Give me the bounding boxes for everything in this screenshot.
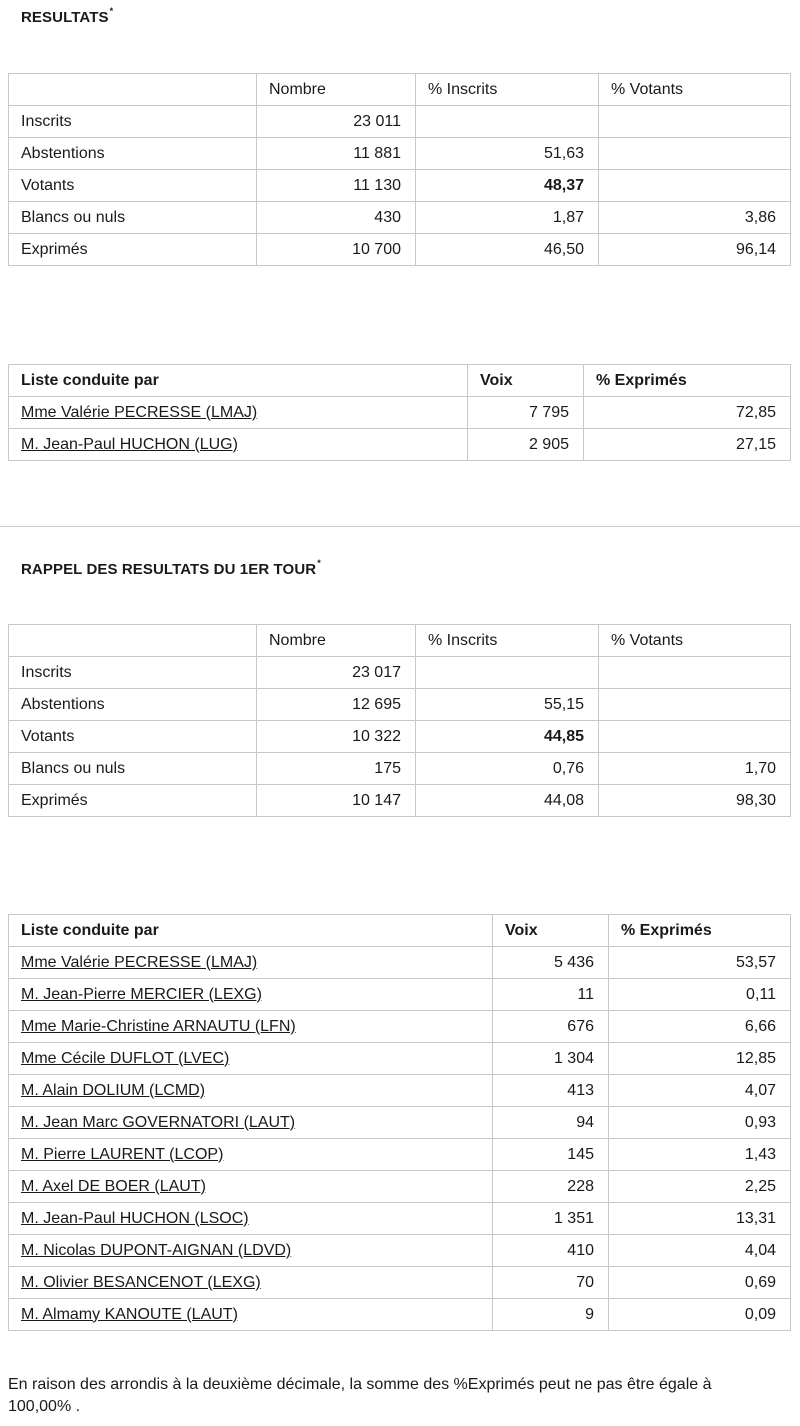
first-round-stats-nombre: 10 322 [257, 721, 416, 753]
candidate-link[interactable]: M. Jean-Paul HUCHON (LSOC) [21, 1209, 249, 1227]
table-row [9, 170, 791, 202]
first-round-lists-pct-exprimes: 6,66 [609, 1011, 791, 1043]
table-row [9, 1107, 791, 1139]
first-round-lists-candidate-cell [9, 1075, 493, 1107]
candidate-link[interactable]: Mme Valérie PECRESSE (LMAJ) [21, 403, 258, 421]
first-round-lists-voix: 676 [493, 1011, 609, 1043]
results-title-text: RESULTATS [21, 9, 109, 26]
first-round-stats-nombre: 10 147 [257, 785, 416, 817]
first-round-stats-header-3: % Votants [599, 625, 791, 657]
table-row [9, 397, 791, 429]
first-round-title-text: RAPPEL DES RESULTATS DU 1ER TOUR [21, 561, 317, 578]
results-title [21, 6, 114, 26]
table-row [9, 138, 791, 170]
table-row [9, 1171, 791, 1203]
results-lists-voix: 7 795 [468, 397, 584, 429]
first-round-lists-pct-exprimes: 0,11 [609, 979, 791, 1011]
results-lists-candidate-cell [9, 429, 468, 461]
first-round-lists-candidate-cell [9, 1011, 493, 1043]
first-round-lists-header-1: Voix [493, 915, 609, 947]
results-stats-pct-inscrits: 1,87 [416, 202, 599, 234]
first-round-stats-row-label: Exprimés [9, 785, 257, 817]
results-lists-header-0: Liste conduite par [9, 365, 468, 397]
results-stats-pct-votants: 3,86 [599, 202, 791, 234]
first-round-lists-candidate-cell [9, 1107, 493, 1139]
first-round-lists-voix: 228 [493, 1171, 609, 1203]
first-round-lists-voix: 1 304 [493, 1043, 609, 1075]
candidate-link[interactable]: M. Axel DE BOER (LAUT) [21, 1177, 206, 1195]
candidate-link[interactable]: M. Nicolas DUPONT-AIGNAN (LDVD) [21, 1241, 292, 1259]
first-round-lists-voix: 5 436 [493, 947, 609, 979]
candidate-link[interactable]: M. Jean-Paul HUCHON (LUG) [21, 435, 238, 453]
first-round-stats-pct-inscrits: 44,08 [416, 785, 599, 817]
candidate-link[interactable]: M. Almamy KANOUTE (LAUT) [21, 1305, 238, 1323]
candidate-link[interactable]: M. Pierre LAURENT (LCOP) [21, 1145, 224, 1163]
table-row [9, 979, 791, 1011]
first-round-stats-row-label: Votants [9, 721, 257, 753]
candidate-link[interactable]: M. Jean-Pierre MERCIER (LEXG) [21, 985, 262, 1003]
results-stats-row-label: Exprimés [9, 234, 257, 266]
first-round-lists-candidate-cell [9, 1299, 493, 1331]
results-stats-nombre: 430 [257, 202, 416, 234]
table-row [9, 1203, 791, 1235]
first-round-stats-row-label: Blancs ou nuls [9, 753, 257, 785]
first-round-lists-pct-exprimes: 4,04 [609, 1235, 791, 1267]
candidate-link[interactable]: M. Olivier BESANCENOT (LEXG) [21, 1273, 261, 1291]
first-round-lists-pct-exprimes: 13,31 [609, 1203, 791, 1235]
first-round-lists-pct-exprimes: 0,69 [609, 1267, 791, 1299]
first-round-stats-header-0 [9, 625, 257, 657]
table-row [9, 1043, 791, 1075]
first-round-stats-nombre: 23 017 [257, 657, 416, 689]
table-row [9, 721, 791, 753]
first-round-lists-pct-exprimes: 0,93 [609, 1107, 791, 1139]
first-round-lists-pct-exprimes: 12,85 [609, 1043, 791, 1075]
first-round-stats-pct-votants: 1,70 [599, 753, 791, 785]
candidate-link[interactable]: Mme Valérie PECRESSE (LMAJ) [21, 953, 258, 971]
candidate-link[interactable]: M. Alain DOLIUM (LCMD) [21, 1081, 206, 1099]
first-round-stats-nombre: 12 695 [257, 689, 416, 721]
first-round-stats-pct-votants: 98,30 [599, 785, 791, 817]
section-divider [0, 526, 800, 527]
first-round-stats-pct-votants [599, 689, 791, 721]
table-row [9, 234, 791, 266]
results-stats-pct-votants [599, 170, 791, 202]
first-round-lists-voix: 410 [493, 1235, 609, 1267]
table-row [9, 689, 791, 721]
candidate-link[interactable]: M. Jean Marc GOVERNATORI (LAUT) [21, 1113, 296, 1131]
table-row [9, 429, 791, 461]
first-round-stats-pct-votants [599, 721, 791, 753]
first-round-stats-header-row [9, 625, 791, 657]
results-stats-nombre: 10 700 [257, 234, 416, 266]
footnote: En raison des arrondis à la deuxième décimale, la somme des %Exprimés peut ne pas être égale à 100,00% . [8, 1376, 712, 1415]
candidate-link[interactable]: Mme Marie-Christine ARNAUTU (LFN) [21, 1017, 296, 1035]
results-lists-pct-exprimes: 72,85 [584, 397, 791, 429]
first-round-lists-header-row [9, 915, 791, 947]
first-round-lists-candidate-cell [9, 1267, 493, 1299]
first-round-stats-row-label: Inscrits [9, 657, 257, 689]
results-stats-row-label: Abstentions [9, 138, 257, 170]
table-row [9, 785, 791, 817]
results-lists-header-2: % Exprimés [584, 365, 791, 397]
table-row [9, 1235, 791, 1267]
first-round-lists-voix: 145 [493, 1139, 609, 1171]
first-round-lists-pct-exprimes: 1,43 [609, 1139, 791, 1171]
results-lists-candidate-cell [9, 397, 468, 429]
table-row [9, 753, 791, 785]
first-round-lists-voix: 413 [493, 1075, 609, 1107]
first-round-lists-candidate-cell [9, 1139, 493, 1171]
results-stats-header-1: Nombre [257, 74, 416, 106]
first-round-stats-pct-votants [599, 657, 791, 689]
first-round-stats-nombre: 175 [257, 753, 416, 785]
results-stats-header-0 [9, 74, 257, 106]
first-round-lists-table [8, 914, 791, 1331]
first-round-lists-candidate-cell [9, 1203, 493, 1235]
first-round-lists-pct-exprimes: 4,07 [609, 1075, 791, 1107]
first-round-title-asterisk: * [317, 558, 321, 568]
table-row [9, 202, 791, 234]
first-round-stats-pct-inscrits: 55,15 [416, 689, 599, 721]
first-round-lists-candidate-cell [9, 1043, 493, 1075]
results-stats-row-label: Blancs ou nuls [9, 202, 257, 234]
first-round-lists-header-0: Liste conduite par [9, 915, 493, 947]
table-row [9, 1139, 791, 1171]
first-round-stats-pct-inscrits: 44,85 [416, 721, 599, 753]
results-stats-nombre: 23 011 [257, 106, 416, 138]
first-round-lists-candidate-cell [9, 979, 493, 1011]
results-stats-header-3: % Votants [599, 74, 791, 106]
first-round-lists-voix: 9 [493, 1299, 609, 1331]
results-stats-table [8, 73, 791, 266]
results-lists-header-row [9, 365, 791, 397]
table-row [9, 1299, 791, 1331]
results-stats-header-2: % Inscrits [416, 74, 599, 106]
table-row [9, 657, 791, 689]
results-stats-pct-inscrits: 51,63 [416, 138, 599, 170]
table-row [9, 1267, 791, 1299]
first-round-lists-pct-exprimes: 0,09 [609, 1299, 791, 1331]
table-row [9, 106, 791, 138]
results-stats-row-label: Votants [9, 170, 257, 202]
results-stats-pct-inscrits: 46,50 [416, 234, 599, 266]
first-round-lists-candidate-cell [9, 1171, 493, 1203]
first-round-lists-pct-exprimes: 53,57 [609, 947, 791, 979]
first-round-stats-header-1: Nombre [257, 625, 416, 657]
first-round-lists-candidate-cell [9, 947, 493, 979]
first-round-stats-row-label: Abstentions [9, 689, 257, 721]
results-stats-nombre: 11 881 [257, 138, 416, 170]
results-lists-table [8, 364, 791, 461]
first-round-stats-pct-inscrits [416, 657, 599, 689]
results-stats-pct-votants [599, 138, 791, 170]
first-round-lists-header-2: % Exprimés [609, 915, 791, 947]
results-lists-header-1: Voix [468, 365, 584, 397]
results-stats-row-label: Inscrits [9, 106, 257, 138]
first-round-lists-voix: 11 [493, 979, 609, 1011]
results-stats-pct-inscrits [416, 106, 599, 138]
first-round-lists-candidate-cell [9, 1235, 493, 1267]
candidate-link[interactable]: Mme Cécile DUFLOT (LVEC) [21, 1049, 230, 1067]
first-round-lists-pct-exprimes: 2,25 [609, 1171, 791, 1203]
first-round-stats-table [8, 624, 791, 817]
results-stats-nombre: 11 130 [257, 170, 416, 202]
results-stats-pct-inscrits: 48,37 [416, 170, 599, 202]
results-lists-voix: 2 905 [468, 429, 584, 461]
results-stats-pct-votants: 96,14 [599, 234, 791, 266]
first-round-lists-voix: 70 [493, 1267, 609, 1299]
first-round-lists-voix: 94 [493, 1107, 609, 1139]
first-round-stats-pct-inscrits: 0,76 [416, 753, 599, 785]
table-row [9, 1011, 791, 1043]
table-row [9, 1075, 791, 1107]
first-round-stats-header-2: % Inscrits [416, 625, 599, 657]
first-round-title [21, 558, 321, 578]
results-title-asterisk: * [109, 6, 114, 16]
results-stats-pct-votants [599, 106, 791, 138]
first-round-lists-voix: 1 351 [493, 1203, 609, 1235]
table-row [9, 947, 791, 979]
results-lists-pct-exprimes: 27,15 [584, 429, 791, 461]
results-stats-header-row [9, 74, 791, 106]
